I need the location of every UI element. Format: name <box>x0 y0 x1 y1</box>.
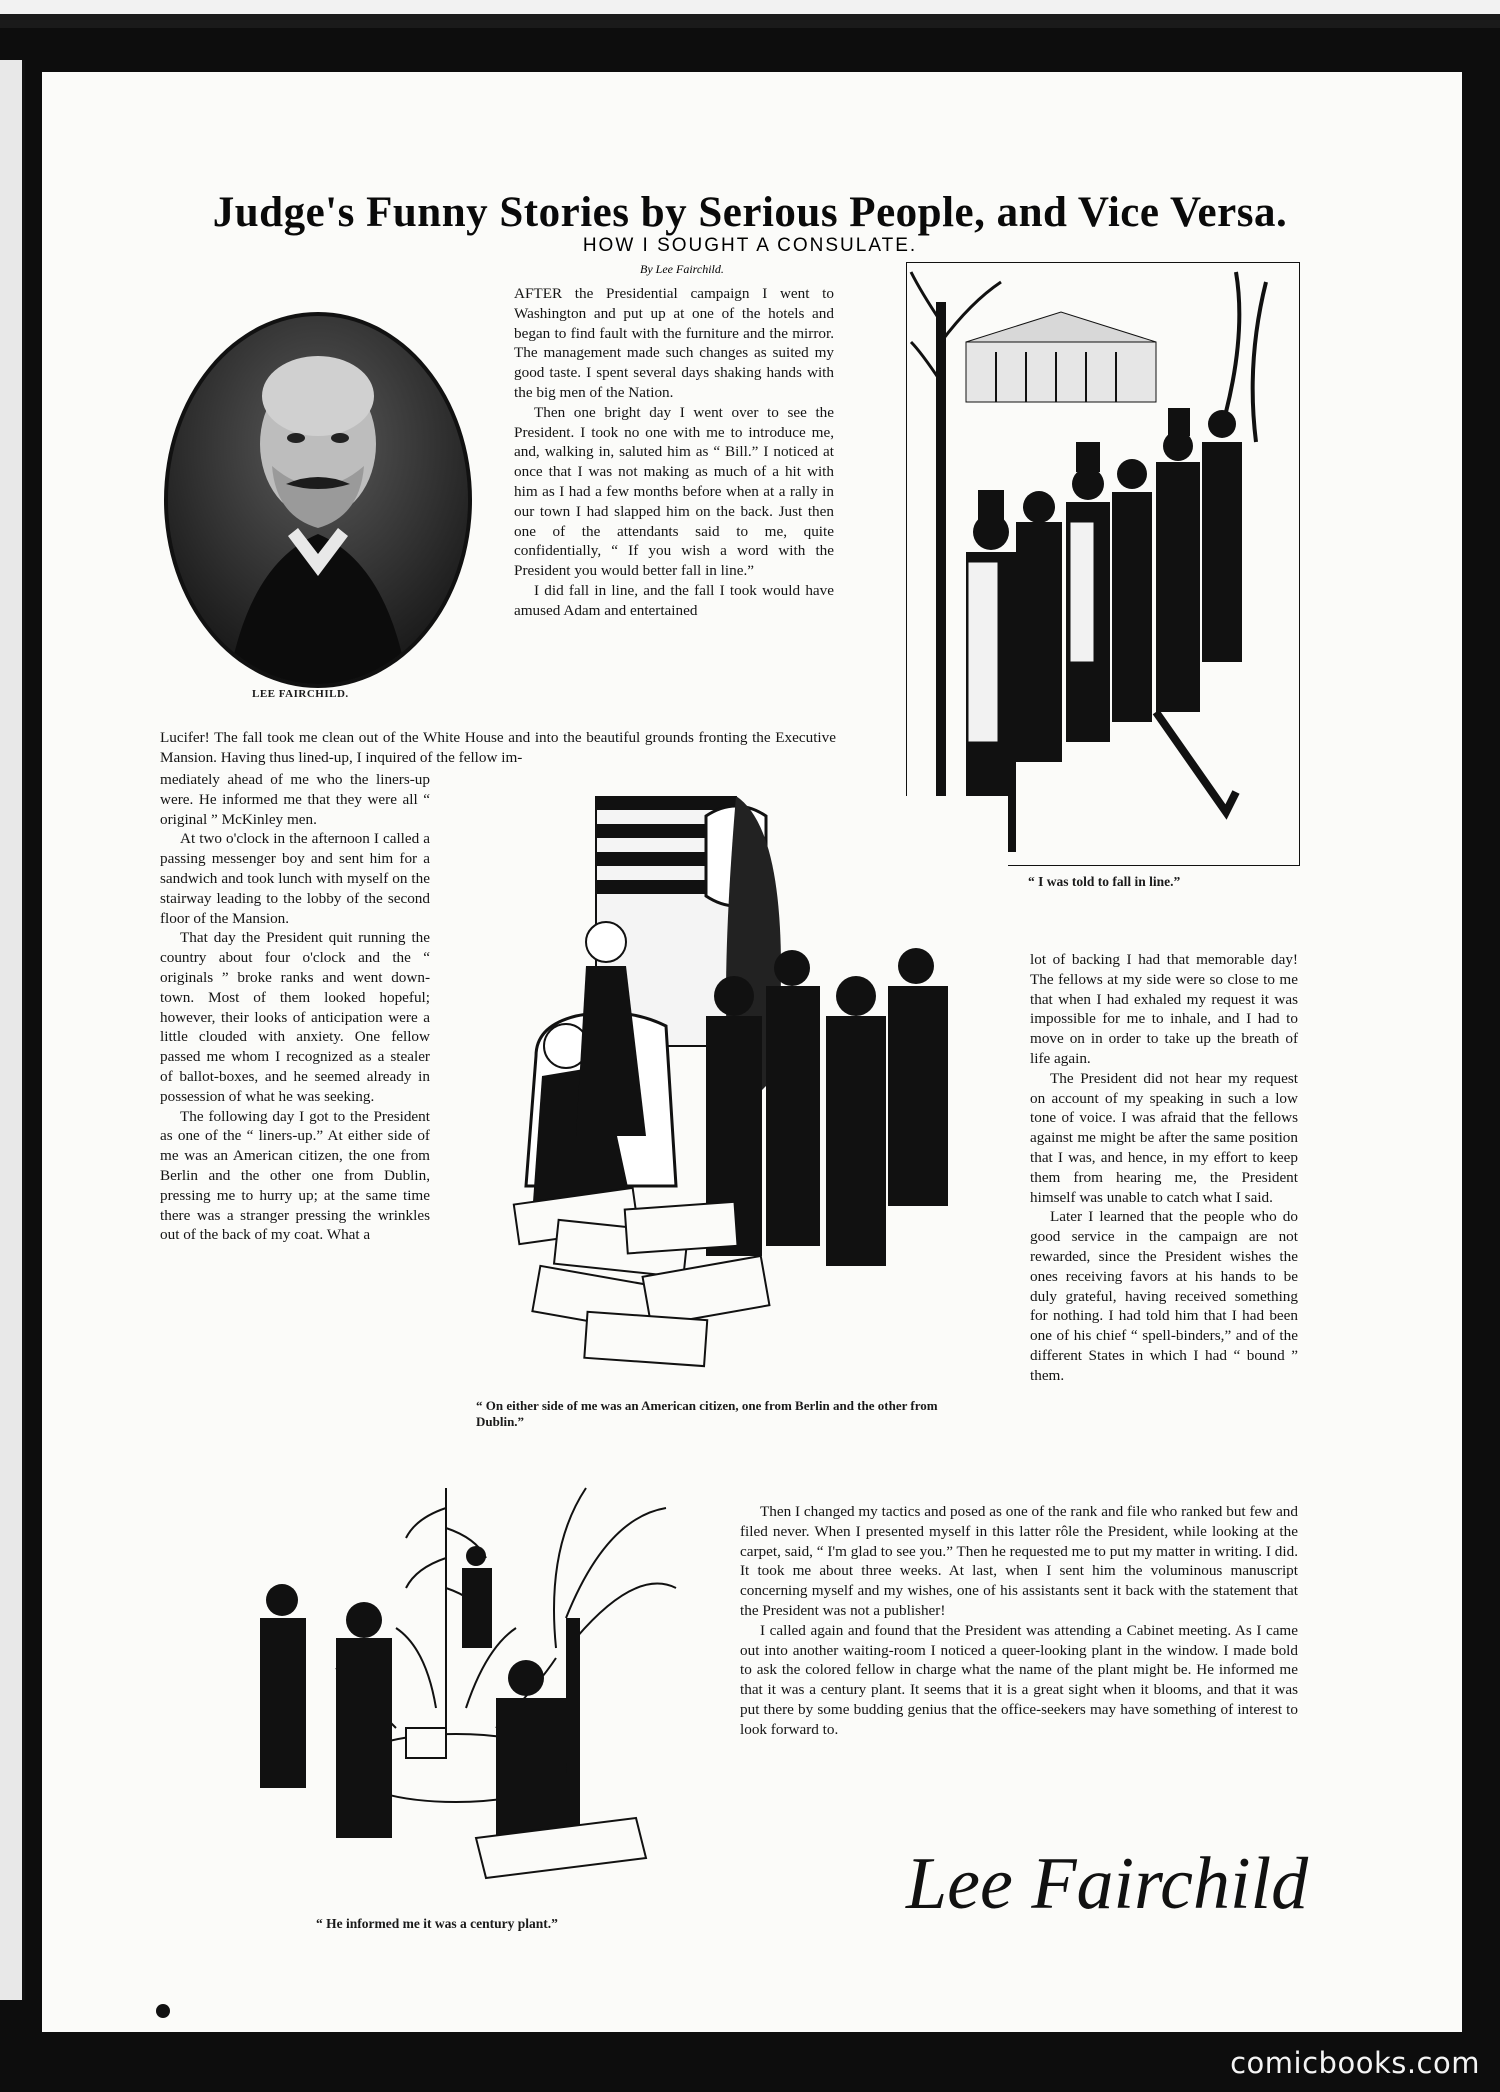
illustration-century-plant <box>236 1468 680 1912</box>
article-column-3 <box>1030 950 1298 1386</box>
caption-text: “ On either side of me was an American citizen, one from Berlin and the other from Dublin.” <box>476 1398 938 1429</box>
article-wide-line: Lucifer! The fall took me clean out of the White House and into the beautiful grounds fronting the Executive Mansion. Having thus lined-up, I inquired of the fellow im- <box>160 729 836 766</box>
paragraph: That day the President quit running the country about four o'clock and the “ originals ” broke ranks and went down-town. Most of them looked hopeful; however, their looks of anticipation were a little clouded with anxiety. One fellow passed me whom I recognized as a stealer of ballot-boxes, and he seemed already in possession of what he was seeking. <box>160 929 430 1105</box>
paragraph: lot of backing I had that memorable day! The fellows at my side were so close to me that when I had exhaled my request it was impossible for me to inhale, and I had to move on in order to take up the breath of life again. <box>1030 951 1298 1067</box>
illustration-caption-3: “ He informed me it was a century plant.” <box>316 1916 558 1931</box>
signature-text: Lee Fairchild <box>906 1843 1309 1925</box>
ink-blot <box>156 2004 170 2018</box>
source-watermark: comicbooks.com <box>1230 2046 1480 2080</box>
article-column-1 <box>514 284 834 621</box>
author-signature <box>896 1826 1316 1936</box>
illustration-caption-1: “ I was told to fall in line.” <box>1028 874 1181 889</box>
page-title: Judge's Funny Stories by Serious People, and Vice Versa. <box>212 189 1288 236</box>
portrait-caption: LEE FAIRCHILD. <box>252 688 349 700</box>
paragraph: The following day I got to the President as one of the “ liners-up.” At either side of me was an American citizen, the one from Berlin and the other one from Dublin, pressing me to hurry up; at the same time there was a stranger pressing the wrinkles out of the back of my coat. What a <box>160 1107 430 1244</box>
illustration-liners-up <box>496 796 1008 1388</box>
paragraph: AFTER the Presidential campaign I went to Washington and put up at one of the hotels and began to find fault with the furniture and the mirror. The management made such changes as suited my good taste. I spent several days shaking hands with the big men of the Nation. <box>514 285 834 401</box>
scan-dark-band <box>0 14 1500 28</box>
line-drawing <box>236 1468 680 1912</box>
illustration-fall-in-line <box>906 262 1300 866</box>
scan-top-edge <box>0 0 1500 14</box>
paragraph: Later I learned that the people who do good service in the campaign are not rewarded, since the President wishes the ones receiving favors at his hands to be duly grateful, having received something for nothing. I had told him that I had been one of his chief “ spell-binders,” and of the different States in which I had “ bound ” them. <box>1030 1208 1298 1384</box>
article-subtitle: HOW I SOUGHT A CONSULATE. <box>582 235 918 256</box>
illustration-caption-2 <box>476 1398 988 1430</box>
portrait-figure <box>168 316 468 684</box>
paragraph: The President did not hear my request on account of my speaking in such a low tone of voice. I was afraid that the fellows against me might be after the same position that I was, and hence, in my effort to keep them from hearing me, the President himself was unable to catch what I said. <box>1030 1069 1298 1206</box>
byline: By Lee Fairchild. <box>640 262 724 276</box>
article-column-2 <box>160 770 430 1245</box>
paragraph: At two o'clock in the afternoon I called a passing messenger boy and sent him for a sandwich and took lunch with myself on the stairway leading to the lobby of the second floor of the Mansion. <box>160 830 430 927</box>
adjacent-page-edge <box>0 60 25 2000</box>
portrait-photo <box>164 312 472 688</box>
line-drawing <box>496 796 1008 1388</box>
paragraph: Then I changed my tactics and posed as one of the rank and file who ranked but few and filed never. When I presented myself in this latter rôle the President, while looking at the carpet, said, “ I'm glad to see you.” Then he requested me to put my matter in writing. I did. It took me about three weeks. At last, when I sent him the voluminous manuscript concerning myself and my wishes, one of his assistants sent it back with the statement that the President was not a publisher! <box>740 1503 1298 1619</box>
paragraph: I called again and found that the President was attending a Cabinet meeting. As I came out into another waiting-room I noticed a queer-looking plant in the window. I made bold to ask the colored fellow in charge what the name of the plant might be. He informed me that it was a century plant. It seems that it is a great sight when it blooms, and that it was put there by some budding genius that the office-seekers may have something of interest to look forward to. <box>740 1621 1298 1738</box>
paragraph: mediately ahead of me who the liners-up were. He informed me that they were all “ original ” McKinley men. <box>160 771 430 828</box>
line-drawing <box>906 262 1300 866</box>
paragraph: I did fall in line, and the fall I took would have amused Adam and entertained <box>514 581 834 619</box>
paragraph: Then one bright day I went over to see the President. I took no one with me to introduce me, and, walking in, saluted him as “ Bill.” I noticed at once that I was not making as much of a hit with him as I had a few months before when at a rally in our town I had slapped him on the back. Just then one of the attendants said to me, quite confidentially, “ If you wish a word with the President you would better fall in line.” <box>514 403 834 580</box>
article-column-4 <box>740 1502 1298 1740</box>
